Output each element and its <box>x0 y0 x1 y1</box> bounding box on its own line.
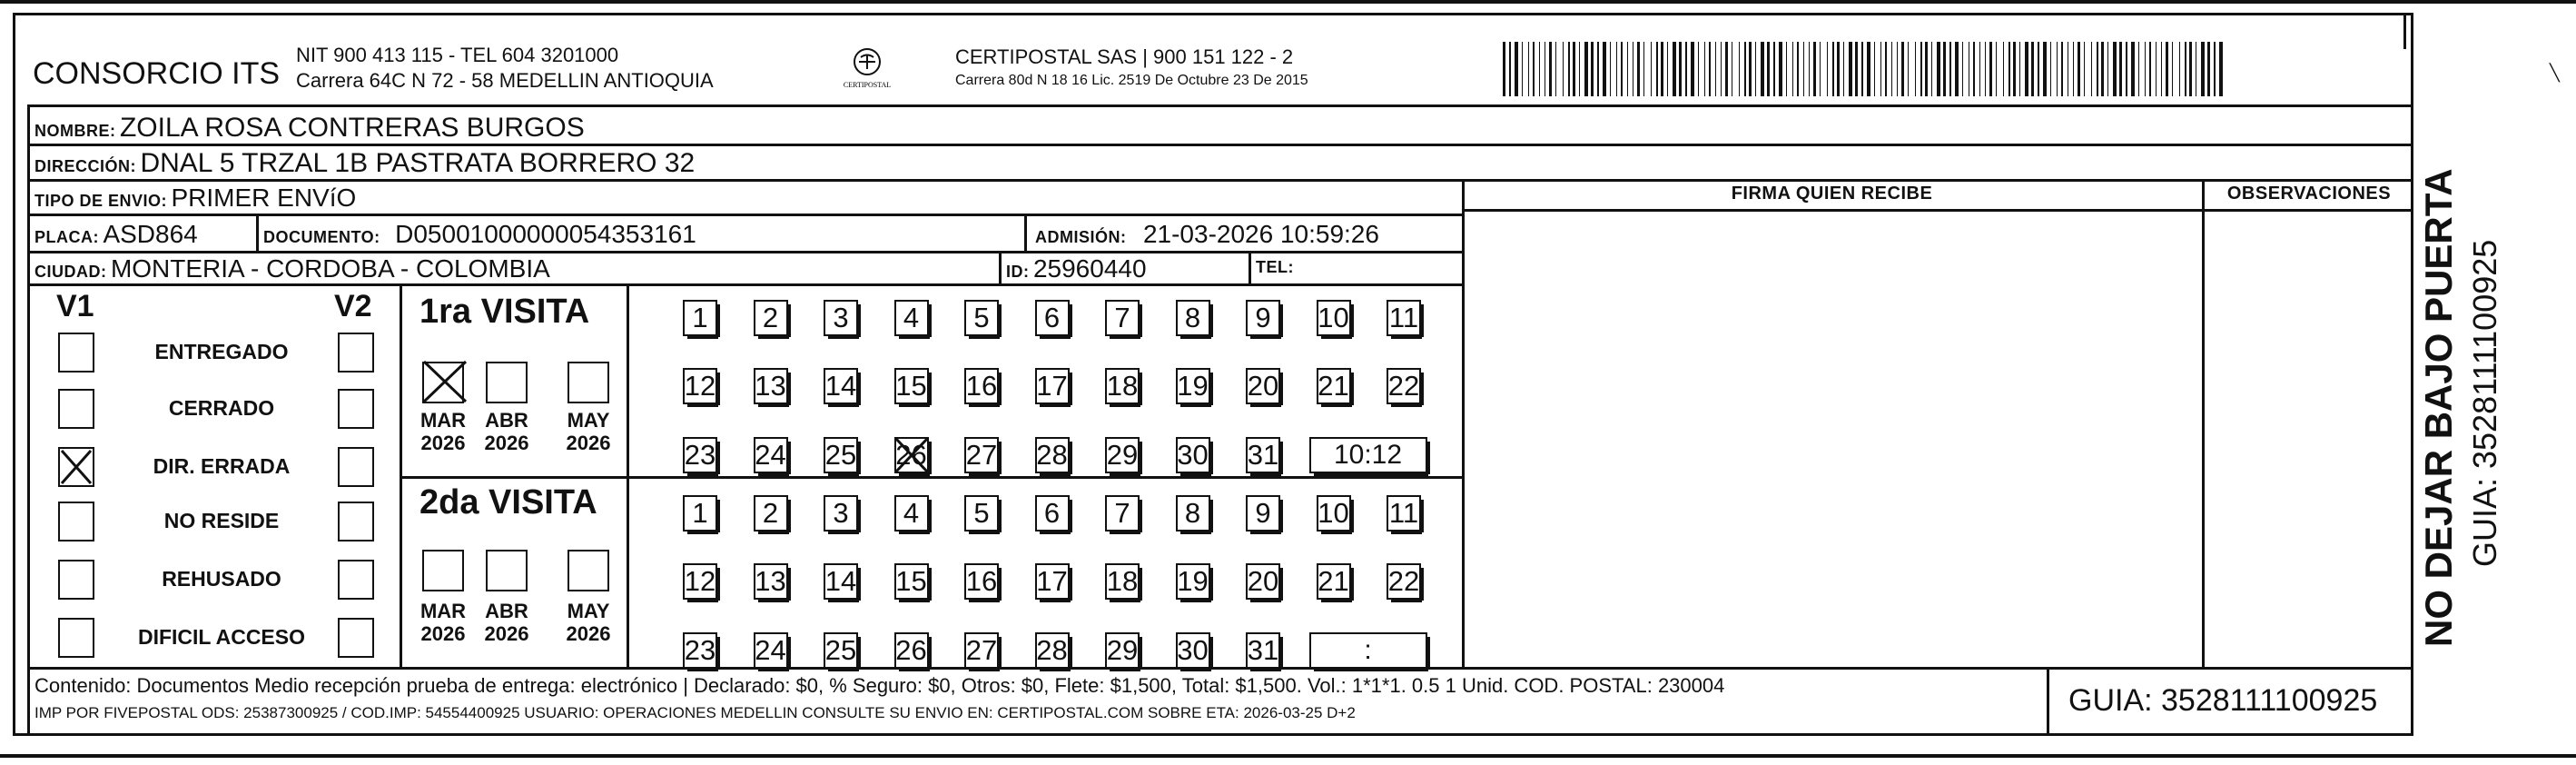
month-label <box>415 600 471 645</box>
month-checkbox[interactable] <box>568 550 609 591</box>
day-cell[interactable]: 27 <box>964 437 999 473</box>
v1-header: V1 <box>56 289 94 323</box>
day-cell[interactable]: 23 <box>683 437 717 473</box>
certipostal-line: CERTIPOSTAL SAS | 900 151 122 - 2 <box>955 45 1294 68</box>
day-cell[interactable]: 13 <box>754 563 788 600</box>
day-cell[interactable]: 9 <box>1246 300 1280 336</box>
day-cell[interactable]: 12 <box>683 563 717 600</box>
month-year: 2026 <box>566 622 611 645</box>
cell-divider <box>999 251 1002 283</box>
firma-header: FIRMA QUIEN RECIBE <box>1731 184 1933 204</box>
v2-checkbox[interactable] <box>338 502 374 541</box>
day-cell[interactable]: 17 <box>1035 368 1070 404</box>
day-cell[interactable]: 3 <box>824 300 858 336</box>
admision-label: ADMISIÓN: <box>1035 228 1127 246</box>
day-cell[interactable]: 16 <box>964 368 999 404</box>
status-reason-label: DIFICIL ACCESO <box>137 625 305 649</box>
month-checkbox[interactable] <box>486 362 528 403</box>
scan-mark: ╲ <box>2550 64 2560 82</box>
day-cell[interactable]: 4 <box>894 495 929 532</box>
day-cell[interactable]: 13 <box>754 368 788 404</box>
tipo-value: PRIMER ENVíO <box>171 184 357 212</box>
company-name: CONSORCIO ITS <box>33 56 281 91</box>
day-cell[interactable]: 1 <box>683 300 717 336</box>
day-cell[interactable]: 25 <box>824 437 858 473</box>
bottom-rule <box>0 754 2576 758</box>
direccion-value: DNAL 5 TRZAL 1B PASTRATA BORRERO 32 <box>140 148 696 178</box>
month-year: 2026 <box>484 432 529 454</box>
day-cell[interactable]: 6 <box>1035 300 1070 336</box>
day-cell[interactable]: 2 <box>754 300 788 336</box>
row-divider <box>27 179 2413 182</box>
day-cell[interactable]: 24 <box>754 437 788 473</box>
day-cell[interactable]: 10 <box>1317 495 1351 532</box>
row-divider <box>27 214 1462 216</box>
day-cell[interactable]: 18 <box>1105 368 1140 404</box>
day-cell[interactable]: 11 <box>1387 495 1421 532</box>
row-divider <box>27 251 1462 253</box>
id-value: 25960440 <box>1032 254 1147 283</box>
day-cell[interactable]: 25 <box>824 632 858 669</box>
day-cell[interactable]: 16 <box>964 563 999 600</box>
day-cell[interactable]: 15 <box>894 563 929 600</box>
day-cell[interactable]: 4 <box>894 300 929 336</box>
day-cell[interactable]: 31 <box>1246 437 1280 473</box>
day-cell[interactable]: 31 <box>1246 632 1280 669</box>
documento-row <box>263 220 696 249</box>
v1-checkbox[interactable] <box>58 618 94 658</box>
ciudad-value: MONTERIA - CORDOBA - COLOMBIA <box>110 254 550 283</box>
day-cell[interactable]: 23 <box>683 632 717 669</box>
company-address: Carrera 64C N 72 - 58 MEDELLIN ANTIOQUIA <box>296 69 714 92</box>
status-divider <box>400 283 402 667</box>
placa-label: PLACA: <box>35 228 99 246</box>
day-cell[interactable]: 21 <box>1317 368 1351 404</box>
day-cell[interactable]: 10 <box>1317 300 1351 336</box>
status-reason-label: NO RESIDE <box>163 509 280 532</box>
v2-checkbox[interactable] <box>338 389 374 429</box>
month-label <box>560 409 617 454</box>
day-cell[interactable]: 29 <box>1105 632 1140 669</box>
day-cell[interactable]: 15 <box>894 368 929 404</box>
status-reason-label: CERRADO <box>168 396 275 420</box>
month-label <box>415 409 471 454</box>
day-cell[interactable]: 9 <box>1246 495 1280 532</box>
v1-checkbox[interactable] <box>58 389 94 429</box>
tel-row <box>1256 258 1294 277</box>
nombre-value: ZOILA ROSA CONTRERAS BURGOS <box>119 113 585 143</box>
day-cell[interactable]: 30 <box>1176 437 1210 473</box>
day-cell[interactable]: 18 <box>1105 563 1140 600</box>
time-box[interactable]: : <box>1309 632 1427 669</box>
day-cell[interactable]: 1 <box>683 495 717 532</box>
month-year: 2026 <box>484 622 529 645</box>
day-cell[interactable]: 22 <box>1387 563 1421 600</box>
day-cell[interactable]: 22 <box>1387 368 1421 404</box>
day-cell[interactable]: 14 <box>824 368 858 404</box>
v1-checkbox[interactable] <box>58 502 94 541</box>
visit-divider <box>400 476 1462 479</box>
day-cell[interactable]: 7 <box>1105 495 1140 532</box>
visit1-title: 1ra VISITA <box>419 293 590 331</box>
ciudad-row <box>35 254 550 283</box>
ciudad-label: CIUDAD: <box>35 263 107 281</box>
v2-checkbox[interactable] <box>338 333 374 373</box>
day-cell[interactable]: 8 <box>1176 495 1210 532</box>
id-label: ID: <box>1006 263 1030 281</box>
day-cell[interactable]: 26 <box>894 632 929 669</box>
guia-vertical: GUIA: 3528111100925 <box>2466 239 2503 567</box>
month-label <box>560 600 617 645</box>
month-name: MAY <box>567 409 610 432</box>
admision-value: 21-03-2026 10:59:26 <box>1142 220 1379 248</box>
day-cell[interactable]: 19 <box>1176 368 1210 404</box>
month-year: 2026 <box>566 432 611 454</box>
v2-checkbox[interactable] <box>338 618 374 658</box>
day-cell[interactable]: 20 <box>1246 368 1280 404</box>
no-dejar-text: NO DEJAR BAJO PUERTA <box>2417 168 2460 647</box>
row-divider <box>27 144 2413 146</box>
tel-label: TEL: <box>1256 258 1294 276</box>
documento-value: D05001000000054353161 <box>395 220 696 248</box>
placa-row <box>35 220 198 249</box>
col-divider <box>1462 179 1465 667</box>
direccion-row <box>35 148 695 179</box>
day-cell[interactable]: 14 <box>824 563 858 600</box>
day-cell[interactable]: 29 <box>1105 437 1140 473</box>
month-label <box>479 600 535 645</box>
id-row <box>1006 254 1147 283</box>
col-header-rule <box>1462 209 2413 212</box>
placa-value: ASD864 <box>103 220 198 248</box>
status-reason-label: REHUSADO <box>162 567 281 591</box>
day-cell[interactable]: 5 <box>964 495 999 532</box>
v1-checkbox[interactable] <box>58 447 94 487</box>
day-cell[interactable]: 26 <box>894 437 929 473</box>
nombre-row <box>35 113 585 144</box>
time-box[interactable]: 10:12 <box>1309 437 1427 473</box>
day-cell[interactable]: 30 <box>1176 632 1210 669</box>
day-cell[interactable]: 24 <box>754 632 788 669</box>
v1-checkbox[interactable] <box>58 333 94 373</box>
day-cell[interactable]: 5 <box>964 300 999 336</box>
day-cell[interactable]: 21 <box>1317 563 1351 600</box>
cell-divider <box>1024 214 1027 251</box>
month-name: MAY <box>567 600 610 622</box>
month-year: 2026 <box>420 622 466 645</box>
month-checkbox[interactable] <box>422 362 464 403</box>
col-divider <box>2202 179 2205 667</box>
nombre-label: NOMBRE: <box>35 122 116 140</box>
v1-checkbox[interactable] <box>58 560 94 600</box>
month-name: ABR <box>485 409 528 432</box>
day-cell[interactable]: 3 <box>824 495 858 532</box>
row-divider <box>27 667 2413 670</box>
day-cell[interactable]: 2 <box>754 495 788 532</box>
footer-guia: GUIA: 3528111100925 <box>2068 683 2378 718</box>
month-year: 2026 <box>420 432 466 454</box>
top-rule <box>0 0 2576 4</box>
v2-checkbox[interactable] <box>338 560 374 600</box>
svg-text:CERTIPOSTAL: CERTIPOSTAL <box>843 81 892 89</box>
admision-row <box>1035 220 1379 249</box>
v2-header: V2 <box>334 289 372 323</box>
status-reason-label: ENTREGADO <box>154 340 289 363</box>
day-cell[interactable]: 17 <box>1035 563 1070 600</box>
month-checkbox[interactable] <box>486 550 528 591</box>
day-cell[interactable]: 12 <box>683 368 717 404</box>
cell-divider <box>256 214 259 251</box>
tipo-row <box>35 184 356 213</box>
day-cell[interactable]: 11 <box>1387 300 1421 336</box>
nit-line: NIT 900 413 115 - TEL 604 3201000 <box>296 44 619 66</box>
day-cell[interactable]: 19 <box>1176 563 1210 600</box>
day-cell[interactable]: 20 <box>1246 563 1280 600</box>
month-label <box>479 409 535 454</box>
month-name: ABR <box>485 600 528 622</box>
day-cell[interactable]: 28 <box>1035 632 1070 669</box>
v2-checkbox[interactable] <box>338 447 374 487</box>
margin-tick <box>2403 13 2406 49</box>
day-cell[interactable]: 6 <box>1035 495 1070 532</box>
cell-divider <box>1249 251 1251 283</box>
month-name: MAR <box>419 600 467 622</box>
certipostal-license: Carrera 80d N 18 16 Lic. 2519 De Octubre 23 De 2015 <box>955 73 1308 88</box>
footer-divider <box>2047 667 2049 736</box>
footer-imp: IMP POR FIVEPOSTAL ODS: 25387300925 / COD.IMP: 54554400925 USUARIO: OPERACIONES MEDELLIN CONSULTE SU ENVIO EN: CERTIPOSTAL.COM SOBRE ETA: 2026-03-25 D+2 <box>35 704 1356 721</box>
month-checkbox[interactable] <box>568 362 609 403</box>
status-reason-label: DIR. ERRADA <box>153 454 291 478</box>
month-divider <box>627 283 629 667</box>
row-divider <box>27 283 1462 286</box>
day-cell[interactable]: 28 <box>1035 437 1070 473</box>
direccion-label: DIRECCIÓN: <box>35 157 136 175</box>
month-checkbox[interactable] <box>422 550 464 591</box>
footer-content: Contenido: Documentos Medio recepción prueba de entrega: electrónico | Declarado: $0, % Seguro: $0, Otros: $0, Flete: $1,500, Total: $1,500. Vol.: 1*1*1. 0.5 1 Unid. COD. POSTAL: 230004 <box>35 674 1725 697</box>
visit2-title: 2da VISITA <box>419 483 597 522</box>
month-name: MAR <box>419 409 467 432</box>
day-cell[interactable]: 8 <box>1176 300 1210 336</box>
tipo-label: TIPO DE ENVIO: <box>35 192 168 210</box>
observaciones-header: OBSERVACIONES <box>2226 184 2392 204</box>
day-cell[interactable]: 27 <box>964 632 999 669</box>
day-cell[interactable]: 7 <box>1105 300 1140 336</box>
documento-label: DOCUMENTO: <box>263 228 380 246</box>
